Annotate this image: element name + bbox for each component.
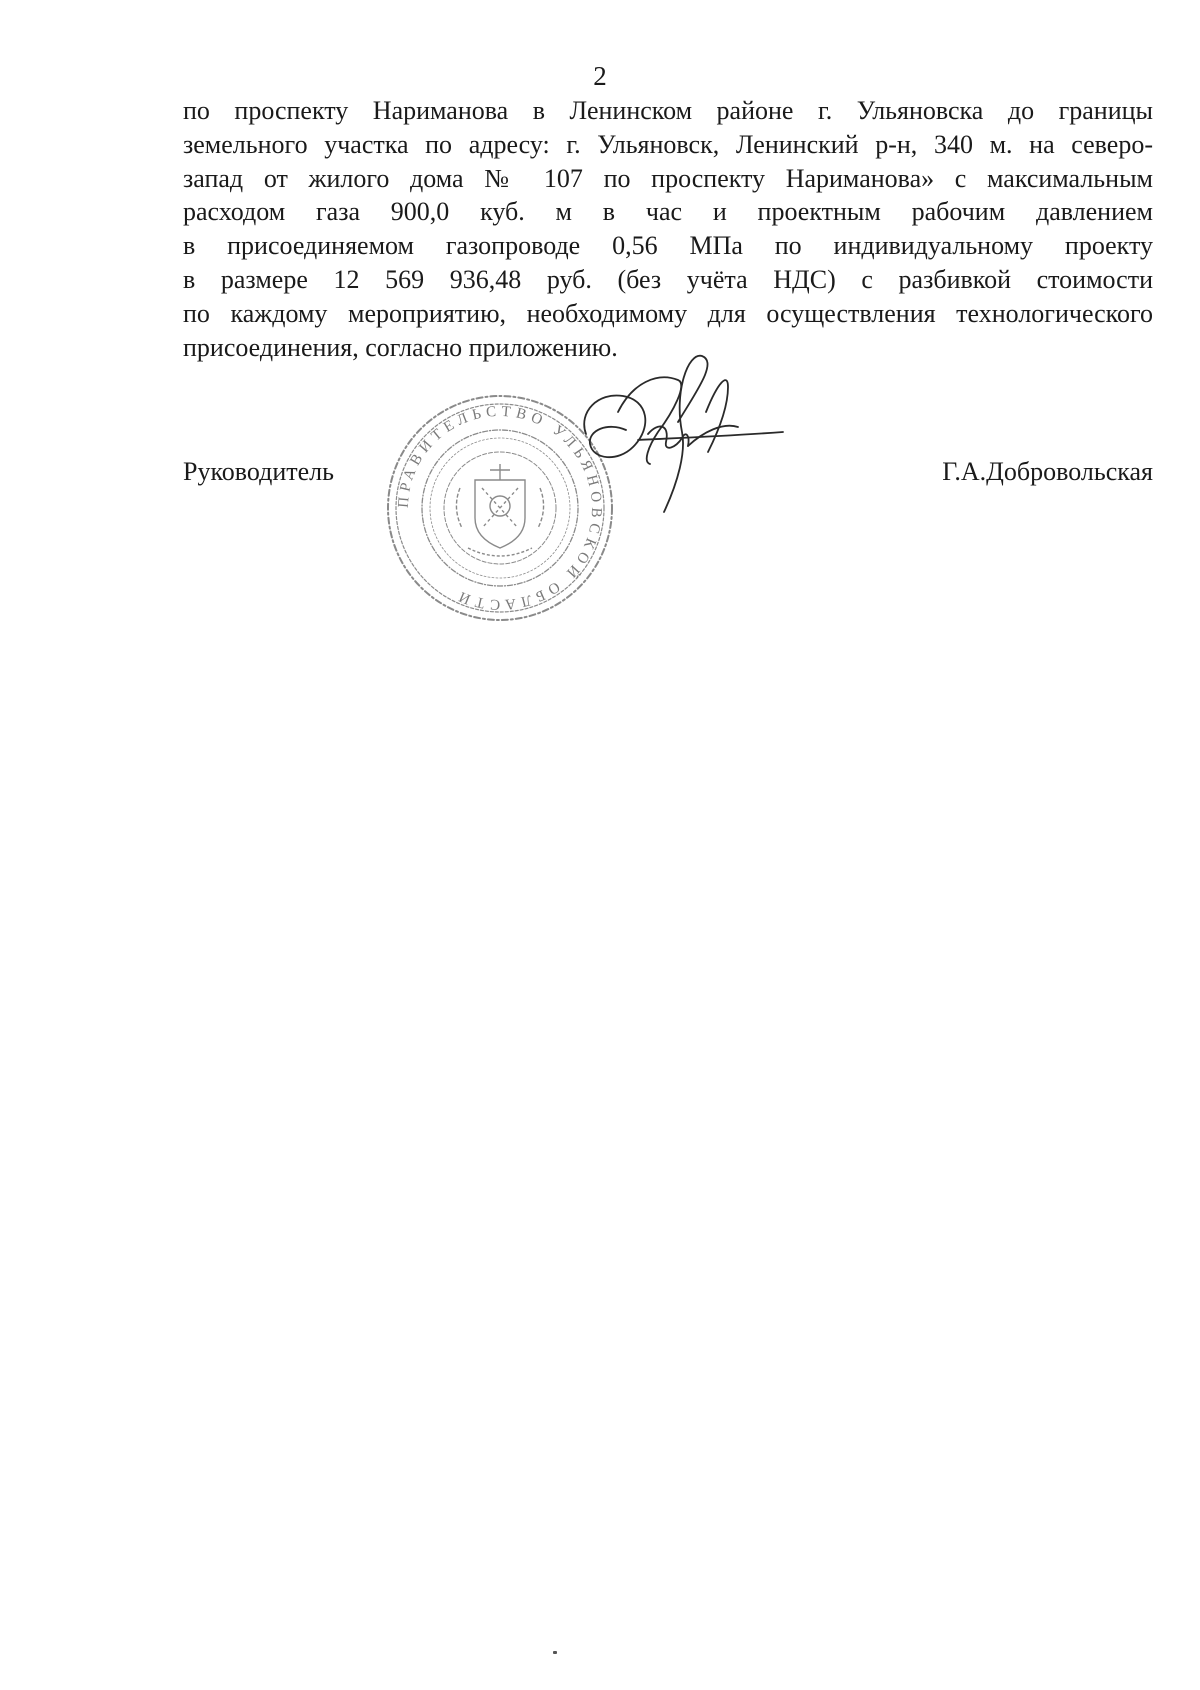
page-footer-mark bbox=[553, 1651, 557, 1654]
text-line: земельного участка по адресу: г. Ульяновск, Ленинский р-н, 340 м. на северо- bbox=[183, 129, 1153, 159]
text-line: присоединения, согласно приложению. bbox=[183, 332, 618, 362]
seal-text: ПРАВИТЕЛЬСТВО УЛЬЯНОВСКОЙ ОБЛАСТИ bbox=[395, 403, 605, 613]
text-line: по каждому мероприятию, необходимому для осуществления технологического bbox=[183, 298, 1153, 328]
text-line: расходом газа 900,0 куб. м в час и проектным рабочим давлением bbox=[183, 197, 1153, 227]
text-line: в присоединяемом газопроводе 0,56 МПа по индивидуальному проекту bbox=[183, 231, 1153, 261]
signer-name: Г.А.Добровольская bbox=[942, 457, 1153, 486]
text-line: запад от жилого дома № 107 по проспекту Нариманова» с максимальным bbox=[183, 163, 1153, 193]
signature-block bbox=[0, 0, 1200, 700]
text-line: в размере 12 569 936,48 руб. (без учёта НДС) с разбивкой стоимости bbox=[183, 264, 1153, 294]
position-title: Руководитель bbox=[183, 457, 334, 486]
text-line: по проспекту Нариманова в Ленинском районе г. Ульяновска до границы bbox=[183, 96, 1153, 125]
handwritten-signature bbox=[578, 352, 788, 532]
page-number: 2 bbox=[593, 61, 607, 91]
